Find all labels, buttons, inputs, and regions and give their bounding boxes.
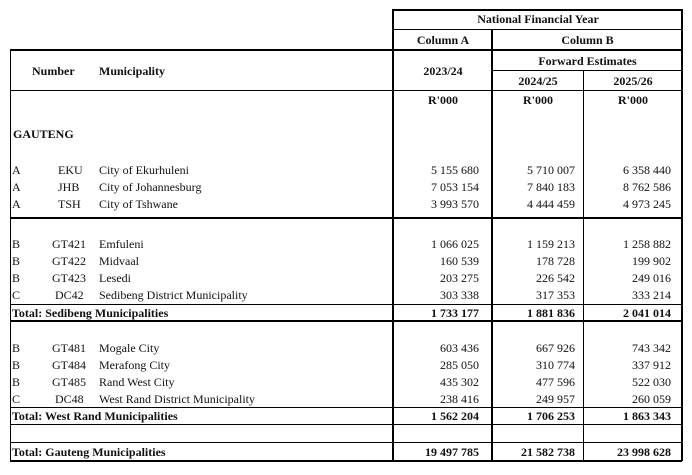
value-2024-25: 317 353 — [536, 288, 575, 302]
value-2025-26: 8 762 586 — [623, 180, 671, 194]
year-2023-24: 2023/24 — [423, 64, 463, 78]
value-2024-25: 4 444 459 — [527, 197, 575, 211]
subtotal-2025-26: 2 041 014 — [623, 306, 671, 320]
subtotal-label: Total: West Rand Municipalities — [12, 409, 178, 423]
subtotal-2025-26: 1 863 343 — [623, 409, 671, 423]
year-2025-26: 2025/26 — [613, 74, 653, 88]
code-cell: GT485 — [52, 375, 86, 389]
value-2024-25: 310 774 — [536, 358, 575, 372]
value-2024-25: 5 710 007 — [527, 163, 575, 177]
rule — [10, 442, 682, 443]
category-cell: C — [12, 288, 21, 302]
municipality-cell: City of Johannesburg — [99, 180, 202, 194]
municipality-cell: Midvaal — [99, 254, 139, 268]
category-cell: B — [12, 358, 21, 372]
code-cell: DC42 — [55, 288, 84, 302]
code-cell: GT422 — [52, 254, 86, 268]
value-2024-25: 1 159 213 — [527, 237, 575, 251]
rule — [10, 320, 682, 322]
code-cell: DC48 — [55, 392, 84, 406]
value-2023-24: 160 539 — [440, 254, 479, 268]
subtotal-label: Total: Sedibeng Municipalities — [12, 306, 169, 320]
municipality-cell: City of Tshwane — [99, 197, 178, 211]
municipality-cell: Lesedi — [99, 271, 131, 285]
value-2023-24: 5 155 680 — [431, 163, 479, 177]
municipality-cell: Rand West City — [99, 375, 175, 389]
rule — [393, 9, 682, 11]
code-cell: TSH — [58, 197, 81, 211]
code-cell: GT421 — [52, 237, 86, 251]
code-cell: EKU — [58, 163, 83, 177]
value-2025-26: 199 902 — [632, 254, 671, 268]
code-cell: GT484 — [52, 358, 86, 372]
value-2023-24: 1 066 025 — [431, 237, 479, 251]
category-cell: A — [12, 163, 21, 177]
rule — [492, 70, 682, 71]
subtotal-2023-24: 1 562 204 — [431, 409, 479, 423]
value-2025-26: 522 030 — [632, 375, 671, 389]
category-cell: B — [12, 341, 21, 355]
municipality-cell: Emfuleni — [99, 237, 144, 251]
value-2024-25: 249 957 — [536, 392, 575, 406]
unit-label: R'000 — [523, 93, 553, 107]
grand-total-label: Total: Gauteng Municipalities — [12, 445, 166, 459]
category-cell: B — [12, 237, 21, 251]
value-2023-24: 435 302 — [440, 375, 479, 389]
subtotal-2024-25: 1 881 836 — [527, 306, 575, 320]
value-2025-26: 260 059 — [632, 392, 671, 406]
code-cell: JHB — [58, 180, 80, 194]
value-2023-24: 7 053 154 — [431, 180, 479, 194]
rule — [393, 29, 682, 30]
category-cell: A — [12, 197, 21, 211]
value-2025-26: 1 258 882 — [623, 237, 671, 251]
value-2024-25: 7 840 183 — [527, 180, 575, 194]
code-cell: GT423 — [52, 271, 86, 285]
municipality-cell: City of Ekurhuleni — [99, 163, 189, 177]
value-2025-26: 6 358 440 — [623, 163, 671, 177]
value-2023-24: 303 338 — [440, 288, 479, 302]
rule — [10, 49, 682, 51]
category-cell: B — [12, 254, 21, 268]
subtotal-2023-24: 1 733 177 — [431, 306, 479, 320]
value-2023-24: 238 416 — [440, 392, 479, 406]
value-2024-25: 477 596 — [536, 375, 575, 389]
unit-label: R'000 — [618, 93, 648, 107]
national-financial-year-header: National Financial Year — [477, 12, 599, 26]
column-b-header: Column B — [561, 33, 614, 47]
value-2024-25: 178 728 — [536, 254, 575, 268]
value-2023-24: 603 436 — [440, 341, 479, 355]
value-2025-26: 249 016 — [632, 271, 671, 285]
rule — [10, 217, 682, 219]
category-cell: A — [12, 180, 21, 194]
value-2023-24: 3 993 570 — [431, 197, 479, 211]
rule — [10, 49, 11, 461]
value-2023-24: 203 275 — [440, 271, 479, 285]
category-cell: C — [12, 392, 21, 406]
value-2025-26: 333 214 — [632, 288, 671, 302]
forward-estimates-header: Forward Estimates — [538, 54, 637, 68]
column-a-header: Column A — [416, 33, 470, 47]
value-2025-26: 4 973 245 — [623, 197, 671, 211]
value-2025-26: 743 342 — [632, 341, 671, 355]
rule — [10, 90, 682, 91]
municipality-header: Municipality — [99, 64, 166, 78]
code-cell: GT481 — [52, 341, 86, 355]
value-2024-25: 226 542 — [536, 271, 575, 285]
subtotal-2024-25: 1 706 253 — [527, 409, 575, 423]
grand-total-2023-24: 19 497 785 — [425, 445, 479, 459]
municipality-cell: Merafong City — [99, 358, 170, 372]
grand-total-2024-25: 21 582 738 — [521, 445, 575, 459]
unit-label: R'000 — [428, 93, 458, 107]
rule — [10, 407, 682, 408]
value-2023-24: 285 050 — [440, 358, 479, 372]
value-2025-26: 337 912 — [632, 358, 671, 372]
grand-total-2025-26: 23 998 628 — [617, 445, 671, 459]
category-cell: B — [12, 375, 21, 389]
province-label: GAUTENG — [13, 127, 74, 141]
municipality-cell: Mogale City — [99, 341, 160, 355]
rule — [10, 460, 682, 462]
category-cell: B — [12, 271, 21, 285]
year-2024-25: 2024/25 — [518, 74, 558, 88]
municipality-cell: Sedibeng District Municipality — [99, 288, 248, 302]
rule — [10, 304, 682, 305]
rule — [10, 424, 682, 425]
number-header: Number — [32, 64, 75, 78]
value-2024-25: 667 926 — [536, 341, 575, 355]
municipality-cell: West Rand District Municipality — [99, 392, 256, 406]
